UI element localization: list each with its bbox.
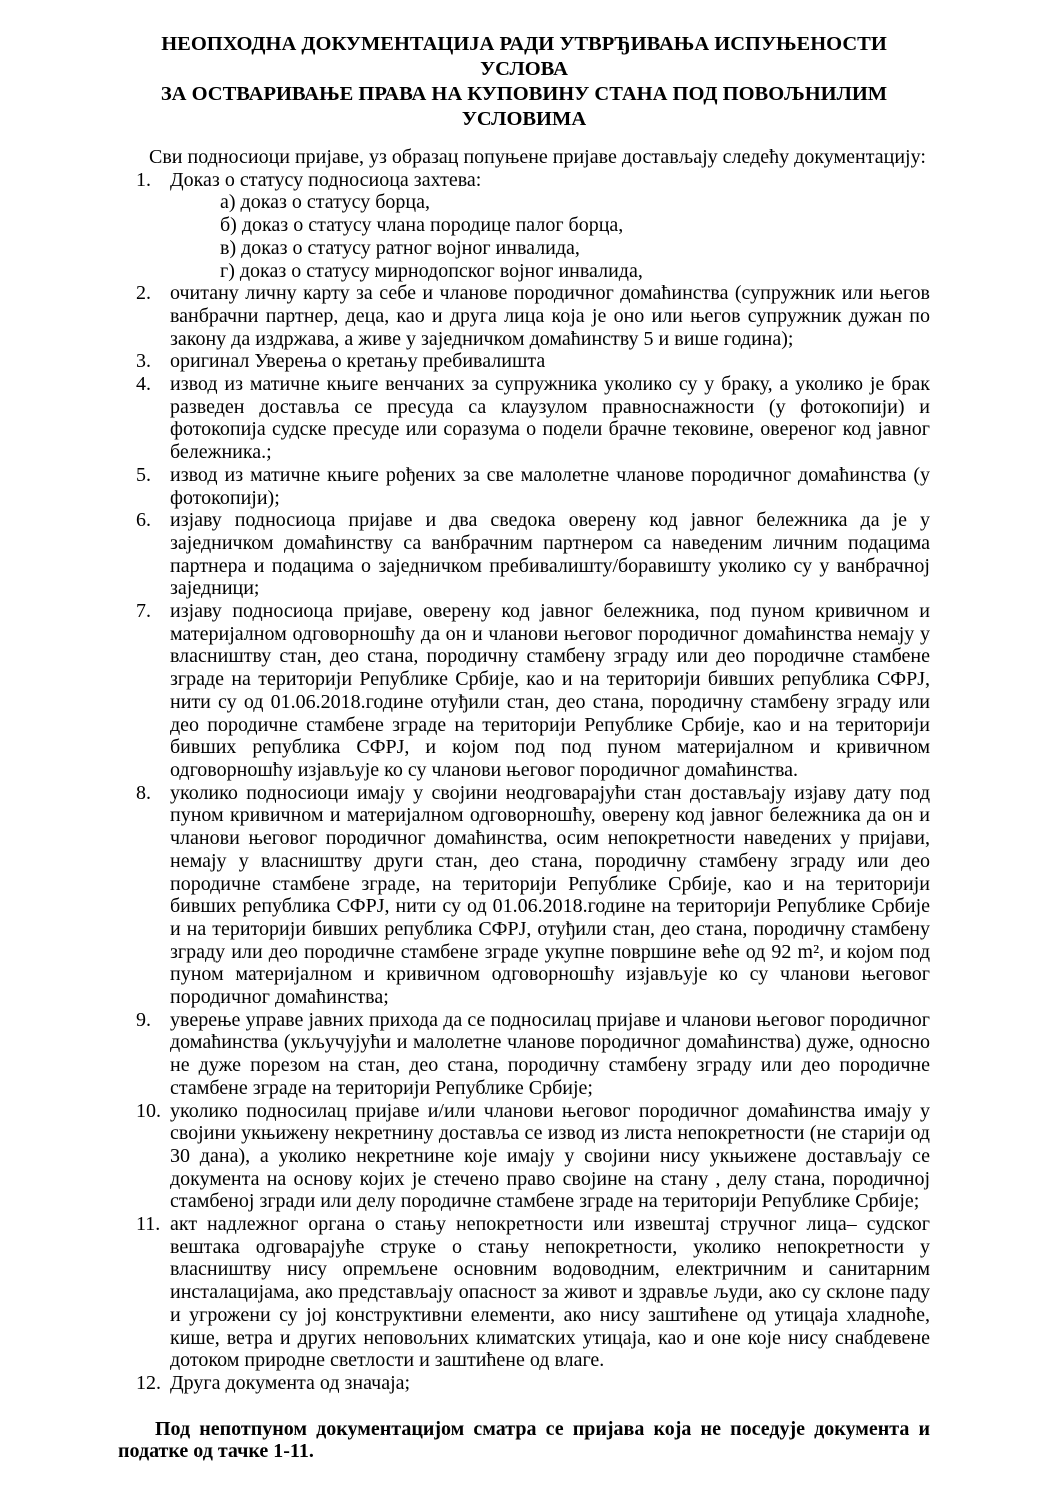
- list-item: [118, 464, 930, 509]
- list-item-text: очитану личну карту за себе и чланове породичног домаћинства (супружник или његов ванбрачни партнер, деца, као и друга лица која је оно или његов супружник дужан по закону да издржава, а живе у заједничком домаћинству 5 и више година);: [170, 282, 930, 350]
- list-item-number: 3.: [136, 350, 151, 373]
- document-title-line: УСЛОВИМА: [461, 108, 587, 130]
- list-item: [118, 350, 930, 373]
- list-item-number: 5.: [136, 463, 151, 486]
- list-item-number: 10.: [136, 1099, 161, 1122]
- list-item: [118, 1213, 930, 1372]
- closing-note: Под непотпуном документацијом сматра се пријава која не поседује документа и податке од тачке 1-11.: [118, 1417, 930, 1463]
- list-item: [118, 782, 930, 1009]
- list-item-number: 9.: [136, 1008, 151, 1031]
- list-item-text: Друга документа од значаја;: [170, 1371, 411, 1394]
- list-item-text: изјаву подносиоца пријаве и два сведока оверену код јавног бележника да је у заједничком домаћинству са ванбрачним партнером са наведеним личним подацима партнера и подацима о заједничком пребивалишту/боравишту уколико су у ванбрачној заједници;: [170, 509, 930, 600]
- list-item-text: изјаву подносиоца пријаве, оверену код јавног бележника, под пуном кривичном и материјалном одговорношћу да он и чланови његовог породичног домаћинства немају у власништву стан, део стана, породичну стамбену зграду или део породичне стамбене зграде на територији Републике Србије, као и на територији бивших република СФРЈ, нити су од 01.06.2018.године отуђили стан, део стана, породичну стамбену зграду или део породичне стамбене зграде на територији Републике Србије, као и на територији бивших република СФРЈ, и којом под под пуном материјалном и кривичном одговорношћу изјављује ко су чланови његовог породичног домаћинства.: [170, 600, 930, 781]
- list-item-text: извод из матичне књиге рођених за све малолетне чланове породичног домаћинства (у фотокопији);: [170, 463, 930, 509]
- list-item-text: оригинал Уверења о кретању пребивалишта: [170, 350, 546, 373]
- list-item: [118, 282, 930, 350]
- list-item: [118, 509, 930, 600]
- list-item-number: 7.: [136, 600, 151, 623]
- document-title: [118, 32, 930, 132]
- list-item-number: 6.: [136, 509, 151, 532]
- list-item-number: 11.: [136, 1213, 161, 1236]
- list-item: [118, 373, 930, 464]
- status-proof-sublist: [220, 191, 930, 282]
- list-item-text: акт надлежног органа о стању непокретности или извештај стручног лица– судског вештака одговарајуће струке о стању непокретности, уколико непокретности у власништву нису опремљене основним водоводним, електричним и санитарним инсталацијама, ако представљају опасност за живот и здравље људи, ако су склоне паду и угрожени су јој конструктивни елементи, ако нису заштићене од утицаја хладноће, кише, ветра и других неповољних климатских утицаја, као и оне које нису снабдевене дотоком природне светлости и заштићене од влаге.: [170, 1213, 930, 1372]
- list-item: [118, 1100, 930, 1214]
- sublist-item: в) доказ о статусу ратног војног инвалида,: [220, 236, 580, 259]
- requirements-list: [118, 169, 930, 1395]
- list-item: [118, 1372, 930, 1395]
- list-item: [118, 169, 930, 283]
- list-item-text: извод из матичне књиге венчаних за супружника уколико су у браку, а уколико је брак разведен доставља се пресуда са клаузулом правноснажности (у фотокопији) и фотокопија судске пресуде или соразума о подели брачне тековине, овереног код јавног бележника.;: [170, 373, 930, 464]
- sublist-item: б) доказ о статусу члана породице палог борца,: [220, 214, 624, 237]
- sublist-item: г) доказ о статусу мирнодопског војног инвалида,: [220, 259, 643, 282]
- list-item: [118, 600, 930, 782]
- list-item-number: 12.: [136, 1371, 161, 1394]
- list-item-text: уверење управе јавних прихода да се подносилац пријаве и чланови његовог породичног домаћинства (укључујући и малолетне чланове породичног домаћинства) дуже, односно не дуже порезом на стан, део стана, породичну стамбену зграду или део породичне стамбене зграде на територији Републике Србије;: [170, 1008, 930, 1099]
- list-item-text: уколико подносилац пријаве и/или чланови његовог породичног домаћинства имају у својини укњижену некретнину доставља се извод из листа непокретности (не старији од 30 дана), а уколико некретнине које имају у својини нису укњижене достављају се документа на основу којих је стечено право својине на стану , делу стана, породичној стамбеној згради или делу породичне стамбене зграде на територији Републике Србије;: [170, 1099, 930, 1213]
- intro-paragraph: Сви подносиоци пријаве, уз образац попуњене пријаве достављају следећу документацију:: [149, 146, 926, 168]
- list-item-number: 1.: [136, 168, 151, 191]
- list-item-text: уколико подносиоци имају у својини неодговарајући стан достављају изјаву дату под пуном кривичном и материјалном одговорношћу, оверену код јавног бележника да он и чланови његовог породичног домаћинства, осим непокретности наведених у пријави, немају у власништву други стан, део стана, породичну стамбену зграду или део породичне стамбене зграде, на територији Републике Србије, као и на територији бивших република СФРЈ, нити су од 01.06.2018.године на територији Републике Србије и на територији бивших република СФРЈ, отуђили стан, део стана, породичну стамбену зграду или део породичне стамбене зграде укупне површине веће од 92 m², и којом под пуном материјалном и кривичном одговорношћу изјављује ко су чланови његовог породичног домаћинства;: [170, 781, 930, 1009]
- document-title-line: ЗА ОСТВАРИВАЊЕ ПРАВА НА КУПОВИНУ СТАНА ПОД ПОВОЉНИЛИМ: [160, 83, 888, 105]
- sublist-item: а) доказ о статусу борца,: [220, 191, 430, 214]
- list-item-number: 4.: [136, 373, 151, 396]
- list-item-number: 8.: [136, 781, 151, 804]
- document-title-line: НЕОПХОДНА ДОКУМЕНТАЦИЈА РАДИ УТВРЂИВАЊА ИСПУЊЕНОСТИ УСЛОВА: [161, 33, 887, 80]
- list-item-number: 2.: [136, 282, 151, 305]
- list-item-text: Доказ о статусу подносиоца захтева:: [170, 168, 482, 191]
- list-item: [118, 1009, 930, 1100]
